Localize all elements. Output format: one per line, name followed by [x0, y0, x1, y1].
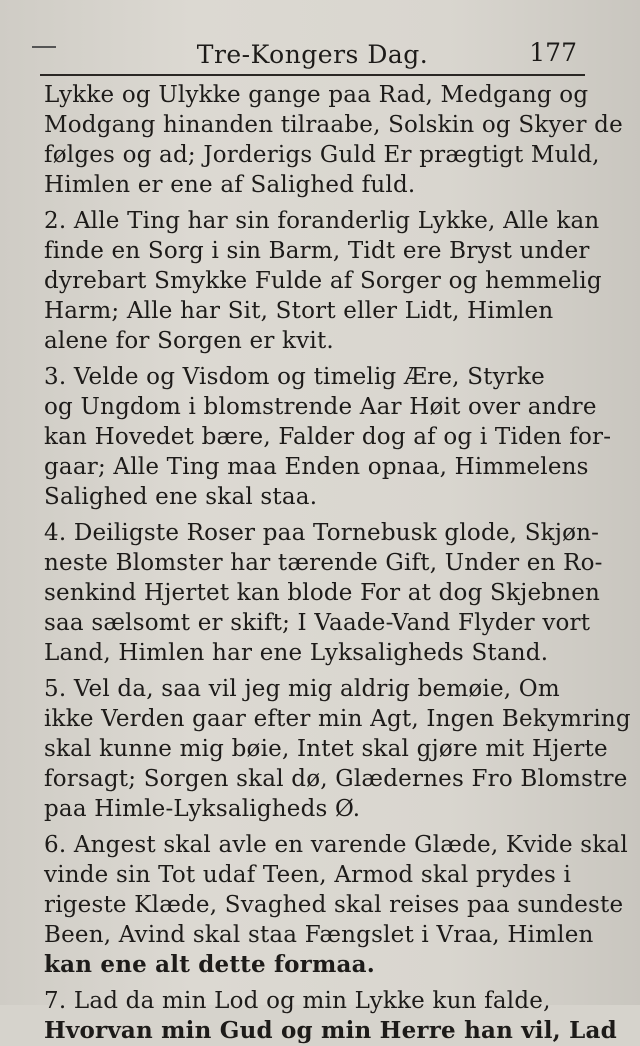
text-line: 3. Velde og Visdom og timelig Ære, Styrke	[44, 364, 545, 390]
text-line: Harm; Alle har Sit, Stort eller Lidt, Himlen	[44, 298, 554, 324]
text-line: Land, Himlen har ene Lyksaligheds Stand.	[44, 640, 549, 666]
stanza-5	[44, 674, 631, 824]
text-line: neste Blomster har tærende Gift, Under en Ro-	[44, 550, 603, 576]
text-line: skal kunne mig bøie, Intet skal gjøre mit Hjerte	[44, 736, 608, 762]
text-line: Hvorvan min Gud og min Herre han vil, Lad	[44, 1017, 617, 1044]
running-title: Tre-Kongers Dag.	[196, 40, 429, 69]
text-line: 7. Lad da min Lod og min Lykke kun falde,	[44, 988, 551, 1014]
text-line: Salighed ene skal staa.	[44, 484, 318, 510]
stanza-3	[44, 362, 612, 512]
text-line: og Ungdom i blomstrende Aar Høit over andre	[44, 394, 597, 420]
hymn-text	[44, 80, 631, 1046]
stanza-6	[44, 830, 628, 980]
stanza-1	[44, 80, 623, 200]
text-line: følges og ad; Jorderigs Guld Er prægtigt Muld,	[44, 142, 600, 168]
text-line: gaar; Alle Ting maa Enden opnaa, Himmelens	[44, 454, 589, 480]
text-line: saa sælsomt er skift; I Vaade-Vand Flyder vort	[44, 610, 591, 636]
text-line: paa Himle-Lyksaligheds Ø.	[44, 796, 361, 822]
stanza-7	[44, 986, 617, 1046]
page-number: 177	[529, 38, 577, 67]
text-line: forsagt; Sorgen skal dø, Glædernes Fro Blomstre	[44, 766, 628, 792]
text-line: 5. Vel da, saa vil jeg mig aldrig bemøie, Om	[44, 676, 560, 702]
page-header	[40, 30, 585, 74]
text-line: Lykke og Ulykke gange paa Rad, Medgang og	[44, 82, 589, 108]
text-line: Himlen er ene af Salighed fuld.	[44, 172, 416, 198]
stanza-2	[44, 206, 602, 356]
text-line: senkind Hjertet kan blode For at dog Skjebnen	[44, 580, 601, 606]
text-line: 2. Alle Ting har sin foranderlig Lykke, Alle kan	[44, 208, 600, 234]
text-line: vinde sin Tot udaf Teen, Armod skal prydes i	[44, 862, 572, 888]
text-line: 6. Angest skal avle en varende Glæde, Kvide skal	[44, 832, 628, 858]
stanza-4	[44, 518, 603, 668]
text-line: Been, Avind skal staa Fængslet i Vraa, Himlen	[44, 922, 594, 948]
text-line: kan ene alt dette formaa.	[44, 951, 375, 978]
text-line: rigeste Klæde, Svaghed skal reises paa sundeste	[44, 892, 624, 918]
text-line: kan Hovedet bære, Falder dog af og i Tiden for-	[44, 424, 612, 450]
text-line: alene for Sorgen er kvit.	[44, 328, 334, 354]
header-rule	[40, 74, 585, 76]
text-line: ikke Verden gaar efter min Agt, Ingen Bekymring	[44, 706, 631, 732]
text-line: finde en Sorg i sin Barm, Tidt ere Bryst under	[44, 238, 590, 264]
text-line: dyrebart Smykke Fulde af Sorger og hemmelig	[44, 268, 602, 294]
text-line: 4. Deiligste Roser paa Tornebusk glode, Skjøn-	[44, 520, 600, 546]
text-line: Modgang hinanden tilraabe, Solskin og Skyer de	[44, 112, 623, 138]
